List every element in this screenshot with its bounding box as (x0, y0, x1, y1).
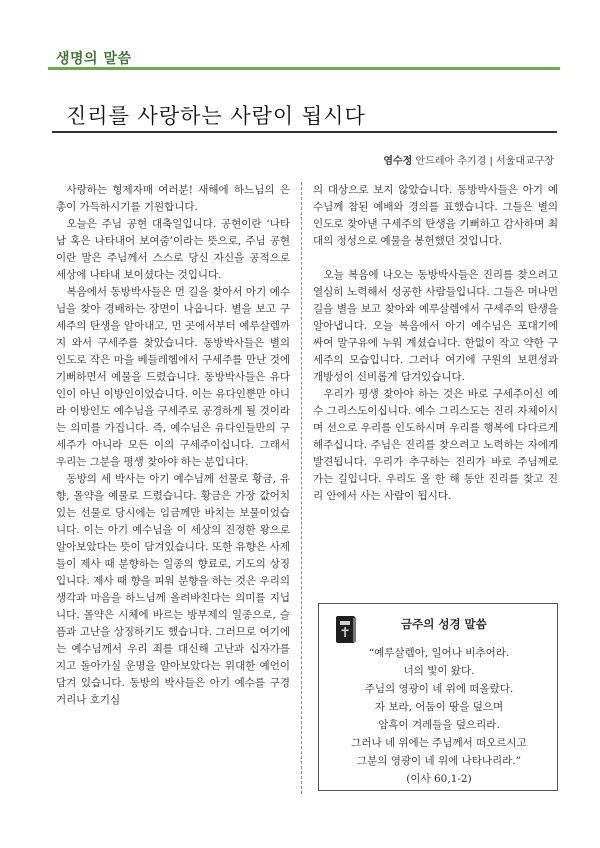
verse-text (325, 644, 553, 788)
verse-line: 그분의 영광이 네 위에 나타나리라.” (356, 755, 522, 767)
paragraph: 동방의 세 박사는 아기 예수님께 선물로 황금, 유향, 몰약을 예물로 드렸습니다. 황금은 가장 값어치 있는 선물로 당시에는 임금께만 바치는 보물이었습니다. 이는 아기 예수님을 이 세상의 진정한 왕으로 알아보았다는 뜻이 담겨있습니다. 또한 유향은 사제들이 제사 때 분향하는 일종의 향료로, 기도의 상징입니다. 제사 때 향을 피워 분향을 하는 것은 우리의 생각과 마음을 하느님께 올려바친다는 의미를 지닙니다. 몰약은 시체에 바르는 방부제의 일종으로, 슬픔과 고난을 상징하기도 했습니다. 그러므로 여기에는 예수님께서 우리 죄를 대신해 고난과 십자가를 지고 돌아가실 운명을 알아보았다는 위대한 예언이 담겨 있습니다. 동방의 박사들은 아기 예수를 구경거리나 호기심 (56, 473, 290, 706)
verse-line: 자 보라, 어둠이 땅을 덮으며 (374, 701, 504, 713)
verse-line: 그러나 네 위에는 주님께서 떠오르시고 (351, 737, 527, 749)
section-label: 생명의 말씀 (56, 51, 132, 67)
verse-line: 암흑이 겨레들을 덮으리라. (378, 719, 500, 731)
byline (383, 152, 554, 167)
left-column (56, 182, 290, 709)
bible-icon (333, 614, 359, 646)
paragraph: 우리가 평생 찾아야 하는 것은 바로 구세주이신 예수 그리스도이십니다. 예수 그리스도는 진리 자체이시며 선으로 우리를 인도하시며 우리를 행복에 다다르게 해주십니다. 주님은 진리를 찾으려고 노력하는 자에게 발견됩니다. 우리가 추구하는 진리가 바로 주님께로 가는 길입니다. 우리도 올 한 해 동안 진리를 찾고 진리 안에서 사는 사람이 됩시다. (313, 388, 558, 502)
verse-line: 주님의 영광이 네 위에 떠올랐다. (364, 683, 514, 695)
paragraph: 의 대상으로 보지 않았습니다. 동방박사들은 아기 예수님께 참된 예배와 경의를 표했습니다. 그들은 별의 인도로 찾아낸 구세주의 탄생을 기뻐하고 감사하며 최대의 정성으로 예물을 봉헌했던 것입니다. (313, 184, 558, 247)
right-column (313, 182, 558, 505)
section-header (48, 44, 560, 70)
paragraph: 오늘은 주님 공현 대축일입니다. 공현이란 ‘나타남 혹은 나타내어 보여줌’이라는 뜻으로, 주님 공현이란 말은 주님께서 스스로 당신 자신을 공적으로 세상에 나타내 보이셨다는 것입니다. (56, 218, 290, 281)
weekly-verse-box (318, 603, 558, 791)
author-name: 염수정 (383, 156, 413, 167)
author-role: 안드레아 추기경 | 서울대교구장 (415, 156, 554, 167)
verse-box-title: 금주의 성경 말씀 (401, 617, 487, 631)
paragraph: 오늘 복음에 나오는 동방박사들은 진리를 찾으려고 열심히 노력해서 성공한 사람들입니다. 그들은 머나먼 길을 별을 보고 찾아와 예루살렘에서 구세주의 탄생을 알아냅니다. 오늘 복음에서 아기 예수님은 포대기에 싸여 말구유에 누워 계셨습니다. 한없이 작고 약한 구세주의 모습입니다. 그러나 여기에 구원의 보편성과 개방성이 신비롭게 담겨있습니다. (313, 269, 558, 383)
paragraph: 복음에서 동방박사들은 먼 길을 찾아서 아기 예수님을 찾아 경배하는 장면이 나옵니다. 별을 보고 구세주의 탄생을 알아내고, 먼 곳에서부터 예루살렘까지 와서 구세주를 찾았습니다. 동방박사들은 별의 인도로 작은 마을 베들레헴에서 구세주를 만난 것에 기뻐하면서 예물을 드렸습니다. 동방박사들은 유다인이 아닌 이방인이었습니다. 이는 유다인뿐만 아니라 이방인도 예수님을 구세주로 공경하게 될 것이라는 의미를 가집니다. 즉, 예수님은 유다인들만의 구세주가 아니라 모든 이의 구세주이십니다. 그래서 우리는 그분을 평생 찾아야 하는 분입니다. (56, 286, 290, 468)
verse-reference: (이사 60,1-2) (406, 773, 472, 785)
paragraph-gap (313, 250, 558, 267)
header-rule (48, 67, 560, 70)
verse-line: 너의 빛이 왔다. (403, 665, 475, 677)
verse-line: “예루살렘아, 일어나 비추어라. (368, 647, 510, 659)
column-divider (301, 182, 302, 794)
paragraph: 사랑하는 형제자매 여러분! 새해에 하느님의 은총이 가득하시기를 기원합니다. (56, 184, 290, 213)
title-underline (52, 131, 557, 133)
article-title: 진리를 사랑하는 사람이 됩시다 (66, 104, 366, 128)
